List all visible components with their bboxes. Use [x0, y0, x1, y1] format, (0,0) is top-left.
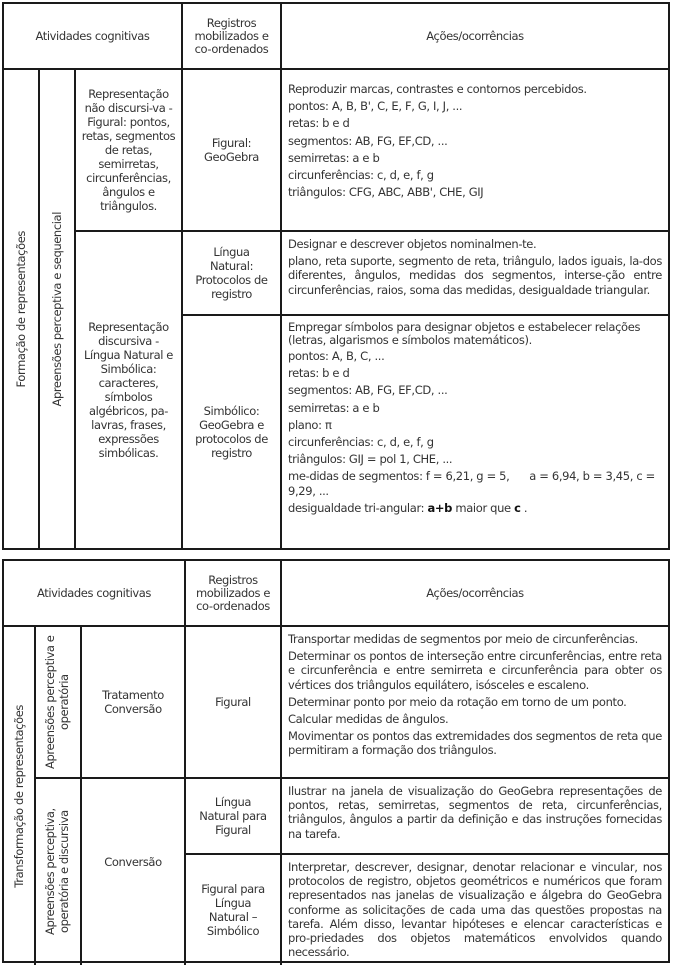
acao-line: circunferências: c, d, e, f, g [288, 168, 434, 183]
registro-figural-para-lingua-natural: Figural para Língua Natural – Simbólico [184, 853, 280, 965]
desigualdade-a-plus-b: a+b [427, 500, 453, 515]
acao-line: Calcular medidas de ângulos. [288, 712, 449, 727]
acao-line: Determinar ponto por meio da rotação em torno de um ponto. [288, 694, 627, 709]
header-acoes: Ações/ocorrências [280, 561, 668, 625]
table-formacao-representacoes [2, 2, 670, 550]
acao-line: segmentos: AB, FG, EF,CD, ... [288, 383, 448, 398]
acao-line: Designar e descrever objetos nominalmen-te. [288, 237, 537, 251]
registro-simbolico: Simbólico: GeoGebra e protocolos de registro [181, 314, 280, 548]
subgroup-label-apreensoes [38, 68, 74, 548]
acao-line: Reproduzir marcas, contrastes e contornos percebidos. [288, 82, 587, 96]
acao-line: pontos: A, B, C, ... [288, 349, 385, 363]
acao-line: triângulos: GIJ = pol 1, CHE, ... [288, 452, 453, 467]
subgroup-label-text: Apreensões perceptiva e sequencial [50, 211, 64, 407]
acoes-ilustrar [280, 777, 668, 853]
acao-line: semirretas: a e b [288, 150, 380, 165]
acao-line: Transportar medidas de segmentos por meio de circunferências. [288, 632, 638, 646]
subgroup-label-text: Apreensões perceptiva e operatória [43, 635, 71, 769]
header-registros: Registros mobilizados e co-ordenados [184, 561, 280, 625]
subgroup-label-text: Apreensões perceptiva, operatória e discursiva [43, 808, 71, 936]
subgroup-label-perceptiva-operatoria [34, 625, 80, 777]
header-registros: Registros mobilizados e co-ordenados [181, 4, 280, 68]
acoes-tratamento [280, 625, 668, 777]
acao-line: plano, reta suporte, segmento de reta, triângulo, lados iguais, la-dos diferentes, ângulos, medidas dos segmentos, interse-ção entre circunferências, raios, soma das medidas, desigualdade triangular. [288, 254, 662, 297]
table-transformacao-representacoes [2, 559, 670, 963]
acoes-lingua-natural [280, 230, 668, 314]
acao-line: retas: b e d [288, 366, 350, 381]
acoes-figural [280, 68, 668, 230]
acao-line: segmentos: AB, FG, EF,CD, ... [288, 133, 448, 148]
registro-lingua-natural: Língua Natural: Protocolos de registro [181, 230, 280, 314]
acoes-simbolico [280, 314, 668, 548]
acao-line: Empregar símbolos para designar objetos e estabelecer relações (letras, algarismos e símbolos matemáticos). [288, 320, 641, 347]
acao-line: triângulos: CFG, ABC, ABB', CHE, GIJ [288, 185, 484, 200]
atividade-discursiva: Representação discursiva - Língua Natural e Simbólica: caracteres, símbolos algébricos, pa-lavras, frases, expressões simbólicas. [74, 230, 181, 548]
acao-line: Movimentar os pontos das extremidades dos segmentos de reta que permitiram a formação dos triângulos. [288, 729, 662, 758]
subgroup-label-perceptiva-operatoria-discursiva [34, 777, 80, 965]
desigualdade-middle: maior que [452, 500, 515, 515]
group-label-text: Transformação de representações [12, 704, 26, 888]
acao-line: semirretas: a e b [288, 400, 380, 415]
atividade-conversao: Conversão [80, 777, 184, 965]
acao-line: me-didas de segmentos: f = 6,21, g = 5, a = 6,94, b = 3,45, c = 9,29, ... [288, 469, 659, 498]
acao-line: Ilustrar na janela de visualização do GeoGebra representações de pontos, retas, semirretas, segmentos de reta, circunferências, triângulos, ângulos a partir da definição e das instruções fornecidas na tarefa. [288, 784, 662, 841]
desigualdade-line [288, 501, 527, 515]
header-atividades-cognitivas: Atividades cognitivas [35, 28, 150, 43]
acao-line: Determinar os pontos de interseção entre circunferências, entre reta e circunferência e entre semirreta e circunferência para obter os vértices dos triângulos equilátero, isósceles e escaleno. [288, 649, 662, 692]
atividade-nao-discursiva: Representação não discursi-va - Figural: pontos, retas, segmentos de retas, semirretas, circunferências, ângulos e triângulos. [74, 68, 181, 230]
registro-figural-geogebra: Figural: GeoGebra [181, 68, 280, 230]
group-label-transformacao [4, 625, 34, 965]
acao-line: Interpretar, descrever, designar, denotar relacionar e vincular, nos protocolos de registro, objetos geométricos e numéricos que foram representados nas janelas de visualização e álgebra do GeoGebra conforme as solicitações de cada uma das questões propostas na tarefa. Além disso, levantar hipóteses e elencar características e pro-priedades dos objetos matemáticos envolvidos quando necessário. [288, 860, 662, 960]
acao-line: circunferências: c, d, e, f, g [288, 435, 434, 450]
registro-figural: Figural [184, 625, 280, 777]
header-acoes: Ações/ocorrências [280, 4, 668, 68]
atividade-tratamento-conversao: Tratamento Conversão [80, 625, 184, 777]
desigualdade-c: c [514, 500, 521, 515]
desigualdade-suffix: . [520, 500, 528, 515]
group-label-formacao [4, 68, 38, 548]
acao-line: pontos: A, B, B', C, E, F, G, I, J, ... [288, 99, 463, 114]
header-atividades-cognitivas: Atividades cognitivas [36, 585, 152, 600]
acao-line: retas: b e d [288, 116, 350, 131]
acao-line: plano: π [288, 417, 332, 432]
group-label-text: Formação de representações [14, 230, 28, 388]
registro-lingua-natural-para-figural: Língua Natural para Figural [184, 777, 280, 853]
acoes-interpretar [280, 853, 668, 965]
desigualdade-prefix: desigualdade tri-angular: [288, 500, 428, 515]
